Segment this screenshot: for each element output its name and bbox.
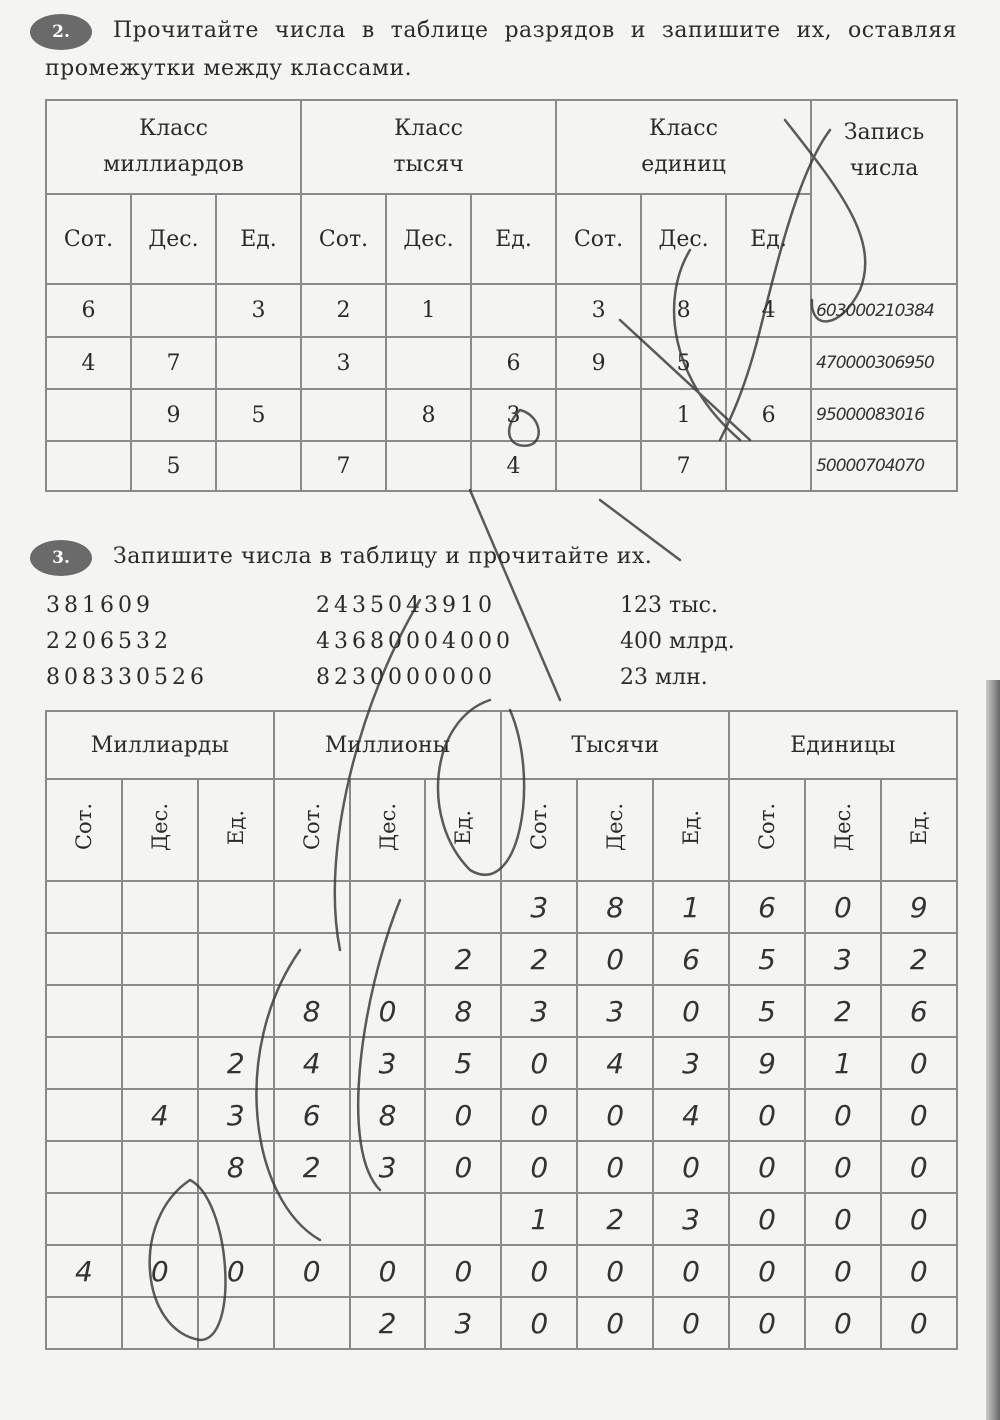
digit-cell[interactable]: 3 bbox=[425, 1297, 501, 1349]
digit-header-label: Сот. bbox=[754, 803, 779, 851]
digit-cell[interactable]: 3 bbox=[577, 985, 653, 1037]
digit-cell[interactable]: 0 bbox=[350, 985, 426, 1037]
digit-header bbox=[350, 779, 426, 881]
digit-cell[interactable] bbox=[122, 1037, 198, 1089]
digit-cell[interactable]: 1 bbox=[653, 881, 729, 933]
digit-cell[interactable] bbox=[274, 1193, 350, 1245]
digit-cell[interactable]: 3 bbox=[501, 985, 577, 1037]
digit-cell[interactable] bbox=[274, 933, 350, 985]
digit-cell[interactable] bbox=[274, 881, 350, 933]
digit-cell[interactable] bbox=[350, 933, 426, 985]
task-2-badge: 2. bbox=[30, 14, 92, 50]
place-value-table-3 bbox=[45, 710, 958, 1350]
digit-header bbox=[653, 779, 729, 881]
digit-cell[interactable]: 0 bbox=[881, 1037, 957, 1089]
digit-cell[interactable]: 0 bbox=[881, 1089, 957, 1141]
digit-cell[interactable]: 0 bbox=[805, 1245, 881, 1297]
table-row bbox=[46, 1037, 957, 1089]
number-item: 381609 bbox=[46, 593, 154, 618]
digit-cell: 7 bbox=[131, 337, 216, 389]
digit-cell[interactable]: 0 bbox=[577, 1297, 653, 1349]
digit-cell[interactable]: 0 bbox=[577, 1245, 653, 1297]
digit-cell[interactable]: 9 bbox=[881, 881, 957, 933]
digit-cell[interactable] bbox=[350, 1193, 426, 1245]
class-header: Миллионы bbox=[274, 711, 502, 779]
table-row bbox=[46, 441, 957, 491]
digit-cell bbox=[556, 389, 641, 441]
digit-cell[interactable]: 8 bbox=[198, 1141, 274, 1193]
table-row bbox=[46, 1141, 957, 1193]
digit-cell: 9 bbox=[556, 337, 641, 389]
digit-cell[interactable]: 4 bbox=[653, 1089, 729, 1141]
digit-header-label: Дес. bbox=[830, 803, 855, 851]
digit-cell[interactable]: 3 bbox=[350, 1141, 426, 1193]
digit-cell: 6 bbox=[471, 337, 556, 389]
class-header: Тысячи bbox=[501, 711, 729, 779]
digit-cell[interactable]: 0 bbox=[729, 1245, 805, 1297]
digit-cell: 1 bbox=[641, 389, 726, 441]
digit-cell[interactable]: 6 bbox=[729, 881, 805, 933]
table-row bbox=[46, 284, 957, 337]
digit-cell[interactable]: 2 bbox=[501, 933, 577, 985]
digit-cell: 7 bbox=[641, 441, 726, 491]
task-3-text: Запишите числа в таблицу и прочитайте их. bbox=[113, 544, 653, 569]
table-row bbox=[46, 985, 957, 1037]
written-number-cell[interactable]: 603000210384 bbox=[811, 284, 957, 337]
digit-cell[interactable] bbox=[46, 1141, 122, 1193]
digit-cell[interactable]: 0 bbox=[881, 1297, 957, 1349]
digit-header-label: Сот. bbox=[299, 803, 324, 851]
numbers-col-1 bbox=[46, 588, 208, 696]
digit-cell[interactable]: 0 bbox=[805, 881, 881, 933]
digit-cell[interactable]: 8 bbox=[425, 985, 501, 1037]
digit-header-label: Сот. bbox=[527, 803, 552, 851]
digit-cell[interactable]: 0 bbox=[729, 1193, 805, 1245]
digit-cell[interactable]: 0 bbox=[653, 1297, 729, 1349]
digit-cell[interactable]: 0 bbox=[653, 1141, 729, 1193]
digit-cell[interactable]: 6 bbox=[274, 1089, 350, 1141]
digit-cell[interactable]: 0 bbox=[881, 1193, 957, 1245]
digit-cell[interactable]: 8 bbox=[350, 1089, 426, 1141]
digit-cell[interactable]: 2 bbox=[350, 1297, 426, 1349]
written-number-cell[interactable]: 470000306950 bbox=[811, 337, 957, 389]
digit-cell: 6 bbox=[726, 389, 811, 441]
table-row bbox=[46, 881, 957, 933]
digit-cell: 1 bbox=[386, 284, 471, 337]
class-header: Класс единиц bbox=[556, 100, 811, 194]
digit-header bbox=[729, 779, 805, 881]
digit-cell[interactable]: 3 bbox=[653, 1193, 729, 1245]
digit-cell[interactable]: 0 bbox=[805, 1193, 881, 1245]
digit-cell[interactable]: 0 bbox=[577, 933, 653, 985]
digit-cell bbox=[471, 284, 556, 337]
digit-cell[interactable] bbox=[46, 881, 122, 933]
digit-cell[interactable]: 0 bbox=[274, 1245, 350, 1297]
digit-cell bbox=[131, 284, 216, 337]
number-item: 2435043910 bbox=[316, 593, 496, 618]
digit-cell[interactable] bbox=[198, 881, 274, 933]
digit-cell[interactable]: 0 bbox=[501, 1245, 577, 1297]
digit-cell[interactable]: 4 bbox=[274, 1037, 350, 1089]
digit-header: Сот. bbox=[556, 194, 641, 284]
digit-cell[interactable] bbox=[122, 933, 198, 985]
digit-cell: 8 bbox=[386, 389, 471, 441]
digit-cell[interactable]: 0 bbox=[122, 1245, 198, 1297]
digit-header bbox=[805, 779, 881, 881]
table-row bbox=[46, 1193, 957, 1245]
digit-header-label: Ед. bbox=[223, 809, 248, 845]
digit-header bbox=[274, 779, 350, 881]
digit-cell[interactable]: 0 bbox=[198, 1245, 274, 1297]
digit-cell[interactable]: 0 bbox=[425, 1245, 501, 1297]
digit-header-label: Ед. bbox=[679, 809, 704, 845]
digit-cell[interactable]: 0 bbox=[350, 1245, 426, 1297]
digit-cell[interactable]: 4 bbox=[577, 1037, 653, 1089]
digit-header bbox=[577, 779, 653, 881]
digit-cell[interactable]: 3 bbox=[501, 881, 577, 933]
class-header: Класс тысяч bbox=[301, 100, 556, 194]
digit-cell: 8 bbox=[641, 284, 726, 337]
digit-cell[interactable] bbox=[122, 1141, 198, 1193]
digit-cell[interactable]: 4 bbox=[122, 1089, 198, 1141]
digit-header: Дес. bbox=[641, 194, 726, 284]
digit-cell: 4 bbox=[471, 441, 556, 491]
digit-header-label: Сот. bbox=[71, 803, 96, 851]
digit-cell[interactable]: 2 bbox=[881, 933, 957, 985]
written-number-cell[interactable]: 95000083016 bbox=[811, 389, 957, 441]
digit-cell: 5 bbox=[216, 389, 301, 441]
digit-cell[interactable]: 0 bbox=[729, 1089, 805, 1141]
digit-cell: 4 bbox=[46, 337, 131, 389]
digit-cell: 3 bbox=[556, 284, 641, 337]
digit-cell[interactable] bbox=[425, 881, 501, 933]
digit-cell bbox=[386, 337, 471, 389]
digit-header: Сот. bbox=[301, 194, 386, 284]
digit-cell[interactable] bbox=[198, 1193, 274, 1245]
number-item: 400 млрд. bbox=[620, 629, 735, 654]
digit-cell[interactable]: 5 bbox=[729, 933, 805, 985]
digit-cell[interactable]: 5 bbox=[729, 985, 805, 1037]
digit-cell[interactable]: 0 bbox=[881, 1245, 957, 1297]
digit-header: Дес. bbox=[386, 194, 471, 284]
digit-cell[interactable]: 0 bbox=[881, 1141, 957, 1193]
table-row bbox=[46, 1245, 957, 1297]
digit-cell[interactable] bbox=[46, 985, 122, 1037]
digit-cell[interactable]: 2 bbox=[805, 985, 881, 1037]
digit-header-label: Дес. bbox=[147, 803, 172, 851]
digit-cell[interactable]: 8 bbox=[274, 985, 350, 1037]
digit-header-label: Дес. bbox=[603, 803, 628, 851]
digit-cell[interactable]: 0 bbox=[501, 1141, 577, 1193]
table-row bbox=[46, 1089, 957, 1141]
digit-cell[interactable]: 0 bbox=[501, 1089, 577, 1141]
number-item: 8230000000 bbox=[316, 665, 496, 690]
digit-cell[interactable]: 9 bbox=[729, 1037, 805, 1089]
digit-cell[interactable]: 3 bbox=[198, 1089, 274, 1141]
digit-header: Сот. bbox=[46, 194, 131, 284]
number-item: 123 тыс. bbox=[620, 593, 718, 618]
digit-cell[interactable] bbox=[350, 881, 426, 933]
digit-header bbox=[881, 779, 957, 881]
digit-header bbox=[501, 779, 577, 881]
digit-cell: 4 bbox=[726, 284, 811, 337]
digit-cell[interactable] bbox=[122, 1297, 198, 1349]
digit-cell[interactable] bbox=[274, 1297, 350, 1349]
digit-cell[interactable] bbox=[198, 1297, 274, 1349]
digit-header-label: Дес. bbox=[375, 803, 400, 851]
digit-header-label: Ед. bbox=[451, 809, 476, 845]
digit-cell[interactable]: 0 bbox=[577, 1089, 653, 1141]
table-row bbox=[46, 389, 957, 441]
digit-cell: 2 bbox=[301, 284, 386, 337]
digit-cell[interactable] bbox=[198, 933, 274, 985]
digit-cell: 6 bbox=[46, 284, 131, 337]
digit-cell[interactable]: 2 bbox=[577, 1193, 653, 1245]
digit-cell bbox=[46, 441, 131, 491]
digit-cell[interactable]: 0 bbox=[577, 1141, 653, 1193]
digit-cell: 9 bbox=[131, 389, 216, 441]
digit-header bbox=[198, 779, 274, 881]
digit-cell[interactable]: 1 bbox=[501, 1193, 577, 1245]
digit-cell[interactable]: 4 bbox=[46, 1245, 122, 1297]
numbers-col-2 bbox=[316, 588, 514, 696]
digit-cell[interactable] bbox=[46, 1089, 122, 1141]
digit-cell bbox=[301, 389, 386, 441]
digit-cell bbox=[726, 441, 811, 491]
digit-cell[interactable]: 3 bbox=[350, 1037, 426, 1089]
digit-header: Ед. bbox=[726, 194, 811, 284]
task-3-badge: 3. bbox=[30, 540, 92, 576]
digit-cell[interactable]: 0 bbox=[729, 1297, 805, 1349]
written-number-cell[interactable]: 50000704070 bbox=[811, 441, 957, 491]
number-item: 43680004000 bbox=[316, 629, 514, 654]
digit-cell: 3 bbox=[471, 389, 556, 441]
digit-cell bbox=[216, 441, 301, 491]
number-item: 23 млн. bbox=[620, 665, 708, 690]
task-2-text: Прочитайте числа в таблице разрядов и запишите их, оставляя промежутки между классами. bbox=[45, 18, 957, 81]
digit-header bbox=[122, 779, 198, 881]
digit-cell[interactable]: 0 bbox=[805, 1089, 881, 1141]
class-header: Класс миллиардов bbox=[46, 100, 301, 194]
digit-cell[interactable]: 0 bbox=[805, 1297, 881, 1349]
class-header: Единицы bbox=[729, 711, 957, 779]
digit-cell[interactable]: 0 bbox=[425, 1089, 501, 1141]
digit-cell[interactable]: 3 bbox=[653, 1037, 729, 1089]
digit-cell[interactable]: 0 bbox=[653, 1245, 729, 1297]
digit-cell[interactable]: 2 bbox=[198, 1037, 274, 1089]
digit-cell[interactable]: 2 bbox=[425, 933, 501, 985]
page-edge-shadow bbox=[986, 680, 1000, 1420]
class-header: Миллиарды bbox=[46, 711, 274, 779]
number-item: 2206532 bbox=[46, 629, 172, 654]
digit-cell bbox=[216, 337, 301, 389]
digit-cell[interactable]: 6 bbox=[653, 933, 729, 985]
digit-cell bbox=[556, 441, 641, 491]
numbers-col-3 bbox=[620, 588, 735, 696]
digit-cell[interactable] bbox=[122, 881, 198, 933]
digit-cell[interactable] bbox=[425, 1193, 501, 1245]
digit-cell[interactable] bbox=[46, 933, 122, 985]
digit-header: Ед. bbox=[471, 194, 556, 284]
table-row bbox=[46, 337, 957, 389]
digit-cell[interactable] bbox=[46, 1037, 122, 1089]
digit-cell[interactable]: 1 bbox=[805, 1037, 881, 1089]
digit-cell[interactable]: 0 bbox=[805, 1141, 881, 1193]
number-item: 808330526 bbox=[46, 665, 208, 690]
digit-cell[interactable] bbox=[46, 1297, 122, 1349]
digit-header-label: Ед. bbox=[906, 809, 931, 845]
digit-cell[interactable]: 0 bbox=[425, 1141, 501, 1193]
digit-cell[interactable]: 5 bbox=[425, 1037, 501, 1089]
digit-cell[interactable]: 0 bbox=[729, 1141, 805, 1193]
place-value-table-2 bbox=[45, 99, 958, 492]
table-row bbox=[46, 1297, 957, 1349]
digit-cell bbox=[386, 441, 471, 491]
digit-cell: 5 bbox=[131, 441, 216, 491]
digit-header bbox=[46, 779, 122, 881]
digit-cell[interactable]: 0 bbox=[501, 1297, 577, 1349]
digit-cell[interactable]: 6 bbox=[881, 985, 957, 1037]
table-row bbox=[46, 933, 957, 985]
digit-cell: 7 bbox=[301, 441, 386, 491]
digit-header: Дес. bbox=[131, 194, 216, 284]
record-header: Запись числа bbox=[811, 100, 957, 284]
digit-cell bbox=[726, 337, 811, 389]
digit-cell[interactable] bbox=[198, 985, 274, 1037]
digit-cell bbox=[46, 389, 131, 441]
digit-cell[interactable] bbox=[122, 1193, 198, 1245]
digit-cell: 3 bbox=[216, 284, 301, 337]
digit-cell[interactable]: 3 bbox=[805, 933, 881, 985]
digit-cell[interactable] bbox=[122, 985, 198, 1037]
digit-cell[interactable]: 2 bbox=[274, 1141, 350, 1193]
digit-cell[interactable]: 0 bbox=[653, 985, 729, 1037]
digit-header bbox=[425, 779, 501, 881]
digit-cell: 3 bbox=[301, 337, 386, 389]
digit-cell[interactable]: 8 bbox=[577, 881, 653, 933]
digit-header: Ед. bbox=[216, 194, 301, 284]
digit-cell[interactable] bbox=[46, 1193, 122, 1245]
digit-cell: 5 bbox=[641, 337, 726, 389]
digit-cell[interactable]: 0 bbox=[501, 1037, 577, 1089]
